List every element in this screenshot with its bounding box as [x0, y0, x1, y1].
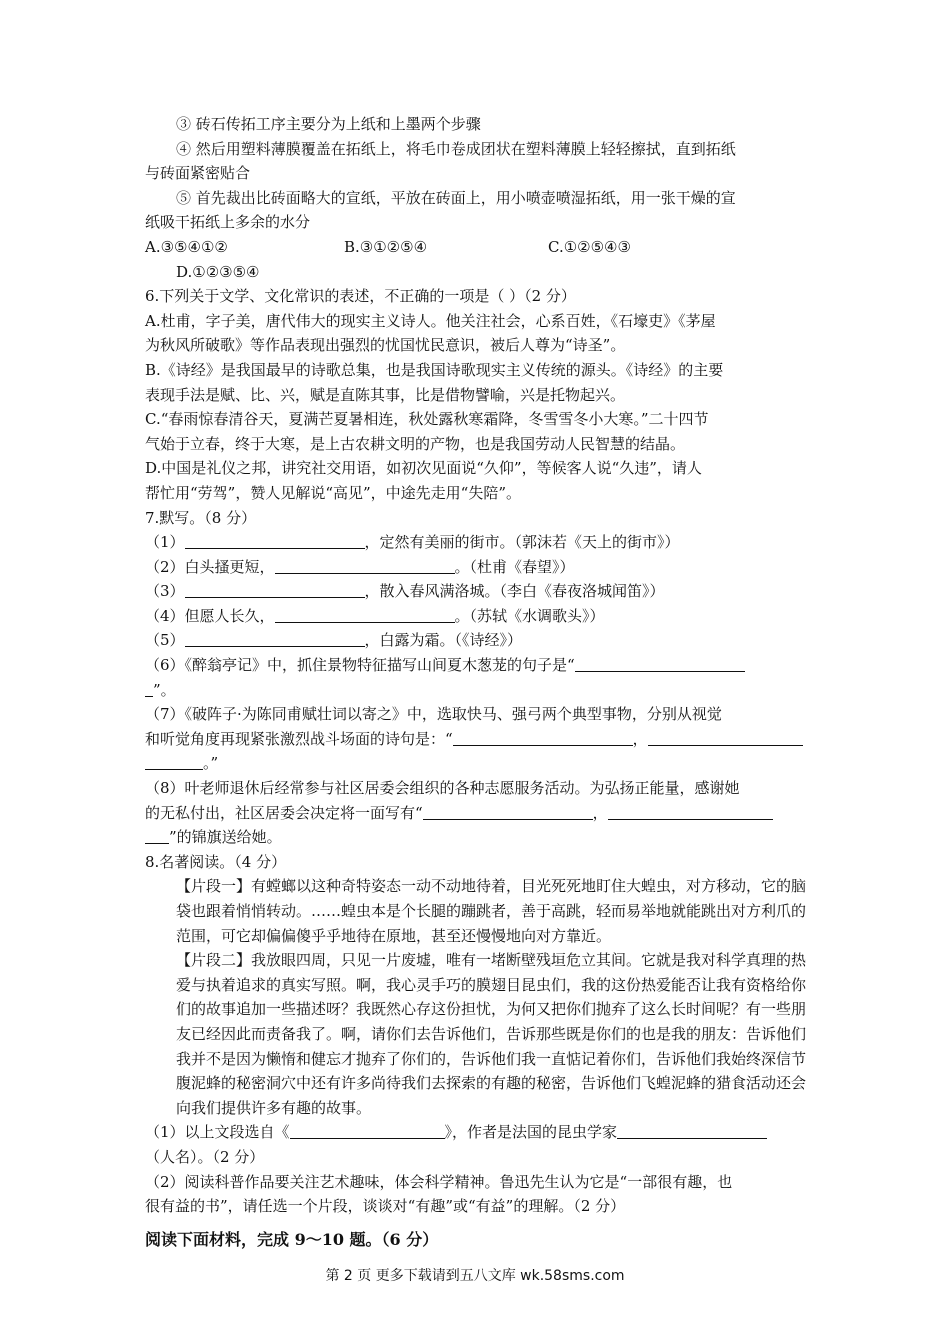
exam-page [145, 112, 810, 1255]
item-text: 的无私付出，社区居委会决定将一面写有“ [145, 803, 423, 822]
answer-blank[interactable] [185, 630, 365, 647]
answer-blank[interactable] [145, 753, 203, 770]
answer-blank[interactable] [453, 729, 633, 746]
item-text: 》，作者是法国的昆虫学家 [444, 1123, 618, 1142]
q8-passage-1: 【片段一】有螳螂以这种奇特姿态一动不动地待着，目光死死地盯住大蝗虫，对方移动，它的脑袋也跟着悄悄转动。……蝗虫本是个长腿的蹦跳者，善于高跳，轻而易举地就能跳出对方利爪的范围，可它却偏偏傻乎乎地待在原地，甚至还慢慢地向对方靠近。 [176, 877, 807, 945]
answer-blank[interactable] [608, 803, 773, 820]
q5-options-row [145, 235, 810, 260]
answer-blank[interactable] [145, 827, 169, 844]
q7-item-4 [145, 604, 810, 629]
q5-option-c: C.①②⑤④③ [548, 237, 631, 256]
q7-item-8-line2 [145, 801, 810, 826]
q6-c-line2: 气始于立春，终于大寒，是上古农耕文明的产物，也是我国劳动人民智慧的结晶。 [145, 434, 686, 453]
q6-stem: 6.下列关于文学、文化常识的表述，不正确的一项是（ ）（2 分） [145, 287, 576, 306]
q5-option-b: B.③①②⑤④ [344, 237, 428, 256]
item-text: 。（杜甫《春望》） [454, 557, 575, 576]
answer-blank[interactable] [423, 803, 593, 820]
q6-a-line1: A.杜甫，字子美，唐代伟大的现实主义诗人。他关注社会，心系百姓，《石壕吏》《茅屋 [145, 311, 716, 330]
q7-item-8-line1: （8）叶老师退休后经常参与社区居委会组织的各种志愿服务活动。为弘扬正能量，感谢她 [145, 779, 740, 798]
item-text: ， [632, 729, 648, 748]
answer-blank[interactable] [275, 557, 455, 574]
item-text: （4）但愿人长久， [145, 606, 275, 625]
item-text: 和听觉角度再现紧张激烈战斗场面的诗句是：“ [145, 729, 453, 748]
item-text: ，定然有美丽的街市。（郭沫若《天上的街市》） [364, 533, 680, 552]
item-text: ，散入春风满洛城。（李白《春夜洛城闻笛》） [364, 582, 665, 601]
q7-item-1 [145, 530, 810, 555]
answer-blank[interactable] [185, 581, 365, 598]
step-5-line2: 纸吸干拓纸上多余的水分 [145, 213, 311, 232]
q6-c-line1: C.“春雨惊春清谷天，夏满芒夏暑相连，秋处露秋寒霜降，冬雪雪冬小大寒。”二十四节 [145, 410, 709, 429]
q7-item-5 [145, 628, 810, 653]
item-text: ，白露为霜。（《诗经》） [364, 631, 523, 650]
answer-blank[interactable] [648, 729, 803, 746]
q7-item-7-line2 [145, 727, 810, 752]
q7-item-3 [145, 579, 810, 604]
item-text: （6）《醉翁亭记》中，抓住景物特征描写山间夏木葱茏的句子是“ [145, 656, 575, 675]
item-text: （1）以上文段选自《 [145, 1123, 290, 1142]
step-5-line1: ⑤ 首先裁出比砖面略大的宣纸，平放在砖面上，用小喷壶喷湿拓纸，用一张干燥的宣 [176, 188, 736, 207]
answer-blank[interactable] [145, 680, 153, 697]
item-number: （3） [145, 582, 185, 601]
item-text: ”的锦旗送给她。 [169, 828, 282, 847]
q7-item-7-line3 [145, 751, 810, 776]
q7-stem: 7.默写。（8 分） [145, 508, 257, 527]
page-footer: 第 2 页 更多下载请到五八文库 wk.58sms.com [325, 1268, 625, 1284]
item-number: （5） [145, 631, 185, 650]
q8-stem: 8.名著阅读。（4 分） [145, 852, 287, 871]
q6-b-line2: 表现手法是赋、比、兴，赋是直陈其事，比是借物譬喻，兴是托物起兴。 [145, 385, 626, 404]
q6-b-line1: B.《诗经》是我国最早的诗歌总集，也是我国诗歌现实主义传统的源头。《诗经》的主要 [145, 360, 724, 379]
q5-option-a: A.③⑤④①② [145, 237, 228, 256]
step-4-line2: 与砖面紧密贴合 [145, 164, 251, 183]
item-text: （2）白头搔更短， [145, 557, 275, 576]
section-heading: 阅读下面材料，完成 9～10 题。（6 分） [145, 1229, 439, 1249]
answer-blank[interactable] [575, 655, 745, 672]
answer-blank[interactable] [185, 532, 365, 549]
q8-passage-2: 【片段二】我放眼四周，只见一片废墟，唯有一堵断壁残垣危立其间。它就是我对科学真理的热爱与执着追求的真实写照。啊，我心灵手巧的膜翅目昆虫们，我的这份热爱能否让我有资格给你们的故事追加一些描述呀？我既然心存这份担忧，为何又把你们抛弃了这么长时间呢？有一些朋友已经因此而责备我了。啊，请你们去告诉他们，告诉那些既是你们的也是我的朋友：告诉他们我并不是因为懒惰和健忘才抛弃了你们的，告诉他们我一直惦记着你们，告诉他们我始终深信节腹泥蜂的秘密洞穴中还有许多尚待我们去探索的有趣的秘密，告诉他们飞蝗泥蜂的猎食活动还会向我们提供许多有趣的故事。 [176, 951, 807, 1117]
answer-blank[interactable] [617, 1122, 767, 1139]
q8-sub-2-line1: （2）阅读科普作品要关注艺术趣味，体会科学精神。鲁迅先生认为它是“一部很有趣，也 [145, 1172, 733, 1191]
q6-d-line2: 帮忙用“劳驾”，赞人见解说“高见”，中途先走用“失陪”。 [145, 483, 522, 502]
q6-d-line1: D.中国是礼仪之邦，讲究社交用语，如初次见面说“久仰”，等候客人说“久违”，请人 [145, 459, 702, 478]
q8-sub-1-line2: （人名）。（2 分） [145, 1147, 265, 1166]
q5-option-d: D.①②③⑤④ [176, 262, 260, 281]
item-text: ”。 [153, 680, 176, 699]
q7-item-7-line1: （7）《破阵子·为陈同甫赋壮词以寄之》中，选取快马、强弓两个典型事物，分别从视觉 [145, 705, 722, 724]
step-3: ③ 砖石传拓工序主要分为上纸和上墨两个步骤 [176, 115, 481, 133]
item-number: （1） [145, 533, 185, 552]
q8-sub-2-line2: 很有益的书”，请任选一个片段，谈谈对“有趣”或“有益”的理解。（2 分） [145, 1197, 626, 1216]
answer-blank[interactable] [290, 1122, 445, 1139]
q6-a-line2: 为秋风所破歌》等作品表现出强烈的忧国忧民意识，被后人尊为“诗圣”。 [145, 336, 626, 355]
q8-sub-1-line1 [145, 1120, 810, 1145]
item-text: 。（苏轼《水调歌头》） [454, 606, 605, 625]
step-4-line1: ④ 然后用塑料薄膜覆盖在拓纸上，将毛巾卷成团状在塑料薄膜上轻轻擦拭，直到拓纸 [176, 139, 736, 158]
item-text: ， [592, 803, 608, 822]
q7-item-2 [145, 555, 810, 580]
q7-item-8-line3 [145, 825, 810, 850]
q7-item-6-line2 [145, 678, 810, 703]
answer-blank[interactable] [275, 606, 455, 623]
item-text: 。” [203, 754, 219, 773]
q7-item-6-line1 [145, 653, 810, 678]
